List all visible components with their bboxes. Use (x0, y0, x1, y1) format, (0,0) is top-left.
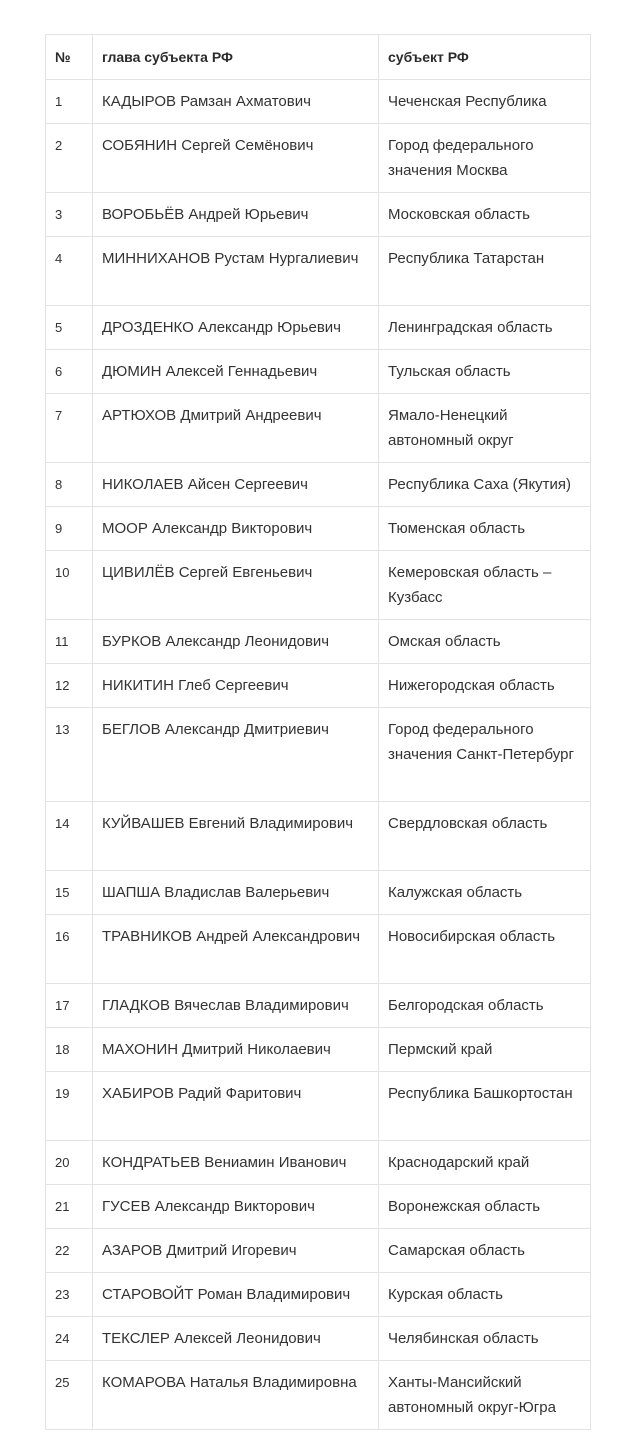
row-subject: Московская область (379, 193, 591, 237)
row-subject: Город федерального значения Москва (379, 124, 591, 193)
table-row (46, 915, 591, 984)
table-row (46, 1273, 591, 1317)
table-row (46, 306, 591, 350)
row-number: 1 (46, 80, 93, 124)
table-row (46, 620, 591, 664)
row-head-name: КУЙВАШЕВ Евгений Владимирович (93, 802, 379, 871)
row-number: 16 (46, 915, 93, 984)
row-subject: Тульская область (379, 350, 591, 394)
row-head-name: СТАРОВОЙТ Роман Владимирович (93, 1273, 379, 1317)
row-number: 20 (46, 1141, 93, 1185)
row-head-name: ТРАВНИКОВ Андрей Александрович (93, 915, 379, 984)
row-number: 3 (46, 193, 93, 237)
row-subject: Кемеровская область – Кузбасс (379, 551, 591, 620)
row-number: 15 (46, 871, 93, 915)
row-head-name: ГУСЕВ Александр Викторович (93, 1185, 379, 1229)
row-number: 24 (46, 1317, 93, 1361)
row-subject: Челябинская область (379, 1317, 591, 1361)
row-head-name: ДЮМИН Алексей Геннадьевич (93, 350, 379, 394)
row-number: 19 (46, 1072, 93, 1141)
table-row (46, 124, 591, 193)
table-header-row (46, 35, 591, 80)
row-subject: Самарская область (379, 1229, 591, 1273)
table-row (46, 237, 591, 306)
table-row (46, 507, 591, 551)
table-row (46, 193, 591, 237)
table-row (46, 1072, 591, 1141)
row-head-name: ВОРОБЬЁВ Андрей Юрьевич (93, 193, 379, 237)
table-row (46, 802, 591, 871)
row-head-name: КОНДРАТЬЕВ Вениамин Иванович (93, 1141, 379, 1185)
row-head-name: ЦИВИЛЁВ Сергей Евгеньевич (93, 551, 379, 620)
table-row (46, 1185, 591, 1229)
row-head-name: ГЛАДКОВ Вячеслав Владимирович (93, 984, 379, 1028)
row-number: 18 (46, 1028, 93, 1072)
row-number: 22 (46, 1229, 93, 1273)
row-subject: Белгородская область (379, 984, 591, 1028)
row-head-name: КОМАРОВА Наталья Владимировна (93, 1361, 379, 1430)
row-subject: Ленинградская область (379, 306, 591, 350)
row-head-name: БУРКОВ Александр Леонидович (93, 620, 379, 664)
row-head-name: ТЕКСЛЕР Алексей Леонидович (93, 1317, 379, 1361)
row-number: 8 (46, 463, 93, 507)
table-row (46, 984, 591, 1028)
row-number: 11 (46, 620, 93, 664)
row-number: 10 (46, 551, 93, 620)
row-number: 17 (46, 984, 93, 1028)
governors-table (45, 34, 591, 1430)
row-number: 5 (46, 306, 93, 350)
row-subject: Калужская область (379, 871, 591, 915)
row-head-name: НИКИТИН Глеб Сергеевич (93, 664, 379, 708)
row-subject: Краснодарский край (379, 1141, 591, 1185)
row-subject: Республика Башкортостан (379, 1072, 591, 1141)
row-number: 21 (46, 1185, 93, 1229)
table-row (46, 551, 591, 620)
row-subject: Город федерального значения Санкт-Петербург (379, 708, 591, 802)
column-header-number: № (46, 35, 93, 80)
row-number: 14 (46, 802, 93, 871)
table-row (46, 871, 591, 915)
column-header-head: глава субъекта РФ (93, 35, 379, 80)
row-number: 7 (46, 394, 93, 463)
row-number: 6 (46, 350, 93, 394)
governors-table-container (45, 34, 590, 1430)
row-head-name: ХАБИРОВ Радий Фаритович (93, 1072, 379, 1141)
row-subject: Свердловская область (379, 802, 591, 871)
row-number: 9 (46, 507, 93, 551)
row-subject: Ханты-Мансийский автономный округ-Югра (379, 1361, 591, 1430)
row-number: 25 (46, 1361, 93, 1430)
row-subject: Чеченская Республика (379, 80, 591, 124)
row-head-name: АЗАРОВ Дмитрий Игоревич (93, 1229, 379, 1273)
row-number: 4 (46, 237, 93, 306)
table-row (46, 394, 591, 463)
row-subject: Тюменская область (379, 507, 591, 551)
row-head-name: МАХОНИН Дмитрий Николаевич (93, 1028, 379, 1072)
table-row (46, 1028, 591, 1072)
row-head-name: ДРОЗДЕНКО Александр Юрьевич (93, 306, 379, 350)
row-number: 12 (46, 664, 93, 708)
row-head-name: ШАПША Владислав Валерьевич (93, 871, 379, 915)
table-row (46, 708, 591, 802)
table-row (46, 664, 591, 708)
column-header-subject: субъект РФ (379, 35, 591, 80)
row-subject: Нижегородская область (379, 664, 591, 708)
row-subject: Курская область (379, 1273, 591, 1317)
row-subject: Республика Саха (Якутия) (379, 463, 591, 507)
row-subject: Ямало-Ненецкий автономный округ (379, 394, 591, 463)
row-number: 2 (46, 124, 93, 193)
table-row (46, 1317, 591, 1361)
table-row (46, 350, 591, 394)
row-head-name: БЕГЛОВ Александр Дмитриевич (93, 708, 379, 802)
row-subject: Пермский край (379, 1028, 591, 1072)
row-subject: Республика Татарстан (379, 237, 591, 306)
table-row (46, 1141, 591, 1185)
row-head-name: МООР Александр Викторович (93, 507, 379, 551)
table-row (46, 1229, 591, 1273)
row-head-name: АРТЮХОВ Дмитрий Андреевич (93, 394, 379, 463)
table-row (46, 463, 591, 507)
row-head-name: СОБЯНИН Сергей Семёнович (93, 124, 379, 193)
row-head-name: КАДЫРОВ Рамзан Ахматович (93, 80, 379, 124)
table-row (46, 1361, 591, 1430)
row-subject: Омская область (379, 620, 591, 664)
row-subject: Воронежская область (379, 1185, 591, 1229)
row-number: 13 (46, 708, 93, 802)
row-subject: Новосибирская область (379, 915, 591, 984)
table-row (46, 80, 591, 124)
row-head-name: МИННИХАНОВ Рустам Нургалиевич (93, 237, 379, 306)
row-number: 23 (46, 1273, 93, 1317)
row-head-name: НИКОЛАЕВ Айсен Сергеевич (93, 463, 379, 507)
